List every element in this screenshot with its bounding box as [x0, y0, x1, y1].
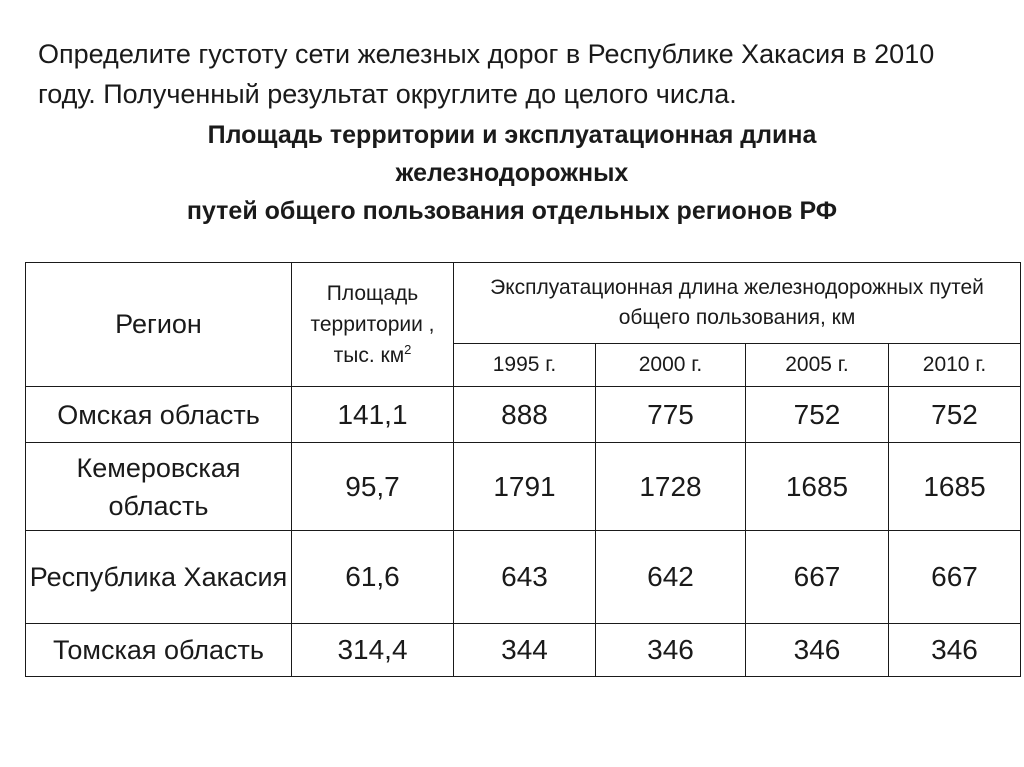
header-area-sup: 2	[404, 342, 412, 357]
question-text: Определите густоту сети железных дорог в Республике Хакасия в 2010 году. Полученный результат округлите до целого числа.	[38, 39, 935, 109]
header-year: 2000 г.	[596, 344, 746, 387]
value-cell: 346	[746, 624, 889, 677]
region-cell: Томская область	[26, 624, 292, 677]
table-row	[26, 624, 1021, 677]
title-line: Площадь территории и эксплуатационная длина	[207, 121, 817, 149]
value-cell: 667	[889, 531, 1021, 624]
value-cell: 1685	[889, 443, 1021, 531]
value-cell: 775	[596, 387, 746, 443]
value-cell: 1791	[454, 443, 596, 531]
value-cell: 752	[746, 387, 889, 443]
region-cell: Республика Хакасия	[26, 531, 292, 624]
table-title	[0, 116, 1024, 230]
area-cell: 95,7	[292, 443, 454, 531]
area-cell: 61,6	[292, 531, 454, 624]
header-length: Эксплуатационная длина железнодорожных путей общего пользования, км	[454, 263, 1021, 344]
header-area	[292, 263, 454, 387]
header-year: 2010 г.	[889, 344, 1021, 387]
railway-table	[25, 262, 1021, 677]
value-cell: 1728	[596, 443, 746, 531]
region-cell: Кемеровская область	[26, 443, 292, 531]
region-cell: Омская область	[26, 387, 292, 443]
value-cell: 667	[746, 531, 889, 624]
table-row	[26, 387, 1021, 443]
value-cell: 888	[454, 387, 596, 443]
table-row	[26, 531, 1021, 624]
area-cell: 141,1	[292, 387, 454, 443]
table-row	[26, 443, 1021, 531]
header-region: Регион	[26, 263, 292, 387]
value-cell: 344	[454, 624, 596, 677]
header-year: 2005 г.	[746, 344, 889, 387]
value-cell: 642	[596, 531, 746, 624]
header-area-label: Площадь территории , тыс. км	[310, 282, 435, 367]
area-cell: 314,4	[292, 624, 454, 677]
value-cell: 346	[596, 624, 746, 677]
value-cell: 752	[889, 387, 1021, 443]
value-cell: 643	[454, 531, 596, 624]
title-line: путей общего пользования отдельных регионов РФ	[186, 197, 838, 225]
value-cell: 1685	[746, 443, 889, 531]
title-line: железнодорожных	[395, 159, 629, 187]
value-cell: 346	[889, 624, 1021, 677]
header-year: 1995 г.	[454, 344, 596, 387]
